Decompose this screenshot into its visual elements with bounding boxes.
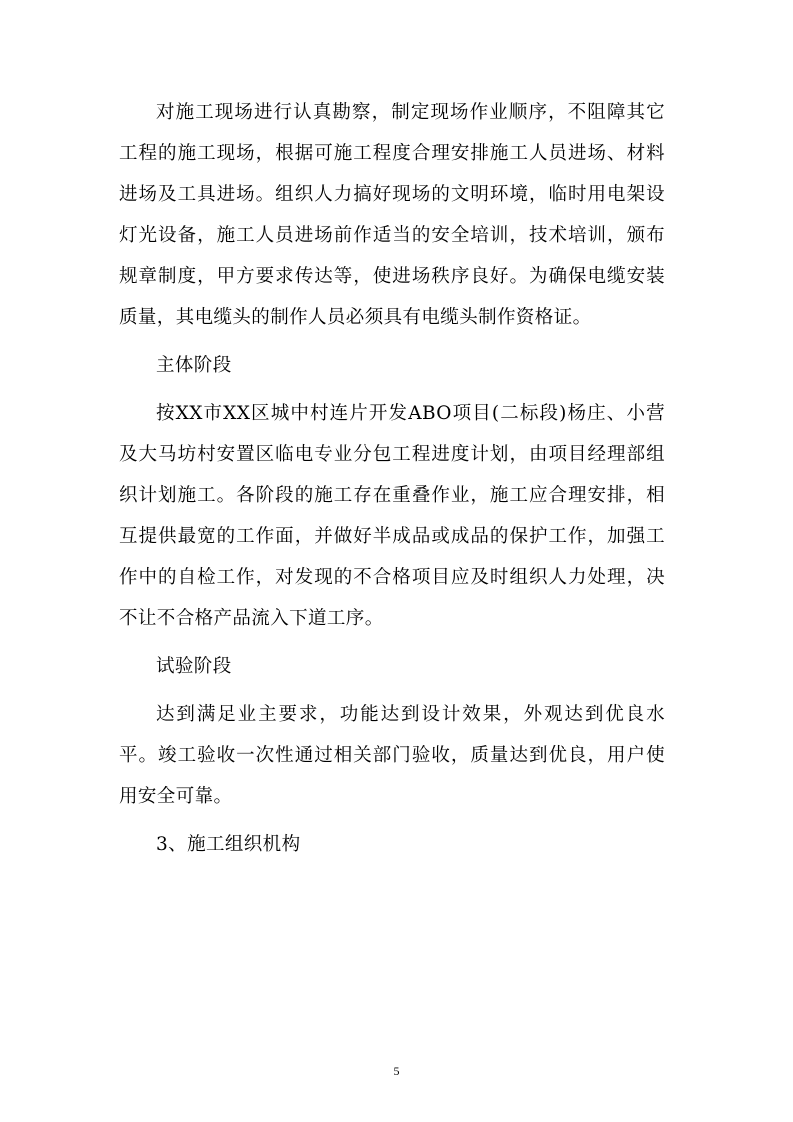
document-body: [119, 92, 665, 865]
heading-main-stage: 主体阶段: [156, 355, 232, 376]
paragraph-main-stage: 按XX市XX区城中村连片开发ABO项目(二标段)杨庄、小营及大马坊村安置区临电专业分包工程进度计划，由项目经理部组织计划施工。各阶段的施工存在重叠作业，施工应合理安排，相互提供最宽的工作面，并做好半成品或成品的保护工作，加强工作中的自检工作，对发现的不合格项目应及时组织人力处理，决不让不合格产品流入下道工序。: [119, 403, 665, 629]
heading-section-3: 3、施工组织机构: [156, 834, 301, 855]
paragraph-site-preparation: 对施工现场进行认真勘察，制定现场作业顺序，不阻障其它工程的施工现场，根据可施工程度合理安排施工人员进场、材料进场及工具进场。组织人力搞好现场的文明环境，临时用电架设灯光设备，施工人员进场前作适当的安全培训，技术培训，颁布规章制度，甲方要求传达等，使进场秩序良好。为确保电缆安装质量，其电缆头的制作人员必须具有电缆头制作资格证。: [119, 102, 665, 328]
heading-test-stage: 试验阶段: [156, 656, 232, 677]
paragraph-test-stage: 达到满足业主要求，功能达到设计效果，外观达到优良水平。竣工验收一次性通过相关部门验收，质量达到优良，用户使用安全可靠。: [119, 704, 665, 807]
page-number: 5: [393, 1064, 400, 1078]
